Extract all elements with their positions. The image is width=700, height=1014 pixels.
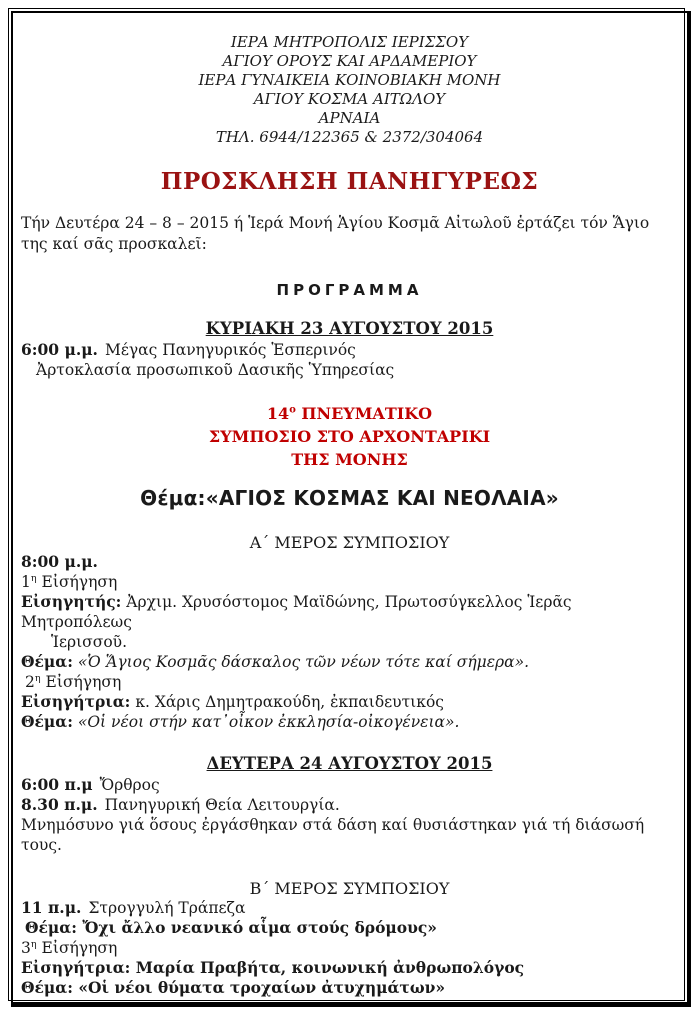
vespers-line [21, 340, 678, 360]
part-a-heading: Α΄ ΜΕΡΟΣ ΣΥΜΠΟΣΙΟΥ [249, 533, 450, 552]
symposium-line-1 [21, 402, 678, 425]
liturgy-line [21, 795, 678, 815]
letterhead-line-phones: ΤΗΛ. 6944/122365 & 2372/304064 [215, 128, 484, 146]
symposium-number: 14 [266, 404, 290, 423]
letterhead [21, 33, 678, 147]
session-2-label: Εἰσήγηση [40, 673, 122, 691]
liturgy-text: Πανηγυρική Θεία Λειτουργία. [104, 796, 340, 814]
part-b-speaker-label: Εἰσηγήτρια: [21, 958, 131, 977]
speaker-1-line [21, 592, 678, 632]
part-b-speaker-line [21, 958, 678, 978]
letterhead-line-metropolis: ΙΕΡΑ ΜΗΤΡΟΠΟΛΙΣ ΙΕΡΙΣΣΟΥ [230, 33, 469, 51]
roundtable-line [21, 898, 678, 918]
part-b-theme-2-label: Θέμα: [21, 978, 73, 997]
session-3-ordinal: η [30, 938, 37, 950]
part-b-heading: Β΄ ΜΕΡΟΣ ΣΥΜΠΟΣΙΟΥ [249, 879, 450, 898]
part-b-theme-2-line [21, 978, 678, 998]
part-a-time-line [21, 552, 678, 572]
symposium-announcement [21, 402, 678, 471]
vespers-time: 6:00 μ.μ. [21, 340, 98, 359]
part-b-theme-1-text: Ὄχι ἄλλο νεανικό αἷμα στούς δρόμους» [76, 918, 437, 937]
part-b-theme-1-label: Θέμα: [25, 918, 77, 937]
document-content [21, 33, 678, 998]
symposium-line-1-text: ΠΝΕΥΜΑΤΙΚΟ [295, 404, 433, 423]
orthros-line [21, 775, 678, 795]
session-3-number: 3 [21, 939, 31, 957]
part-b-speaker-text: Μαρία Πραβήτα, κοινωνική ἀνθρωπολόγος [130, 958, 525, 977]
sunday-heading: ΚΥΡΙΑΚΗ 23 ΑΥΓΟΥΣΤΟΥ 2015 [205, 319, 494, 338]
theme-2-line [21, 712, 678, 732]
speaker-2-label: Εἰσηγήτρια: [21, 692, 131, 711]
page-title: ΠΡΟΣΚΛΗΣΗ ΠΑΝΗΓΥΡΕΩΣ [160, 168, 539, 195]
session-2-number: 2 [25, 673, 35, 691]
session-1-label: Εἰσήγηση [36, 573, 118, 591]
roundtable-time: 11 π.μ. [21, 898, 82, 917]
speaker-1-continuation: Ἱερισσοῦ. [51, 633, 128, 651]
theme-1-line [21, 652, 678, 672]
symposium-ordinal: ο [289, 404, 296, 416]
letterhead-line-monastery: ΙΕΡΑ ΓΥΝΑΙΚΕΙΑ ΚΟΙΝΟΒΙΑΚΗ ΜΟΝΗ [198, 71, 501, 89]
letterhead-line-saint: ΑΓΙΟΥ ΚΟΣΜΑ ΑΙΤΩΛΟΥ [253, 90, 446, 108]
theme-1-label: Θέμα: [21, 652, 73, 671]
symposium-line-2: ΣΥΜΠΟΣΙΟ ΣΤΟ ΑΡΧΟΝΤΑΡΙΚΙ [208, 427, 491, 446]
speaker-1-text: Ἀρχιμ. Χρυσόστομος Μαϊδώνης, Πρωτοσύγκελλος Ἱερᾶς Μητροπόλεως [21, 593, 572, 631]
speaker-2-text: κ. Χάρις Δημητρακούδη, ἐκπαιδευτικός [130, 693, 444, 711]
part-b-theme-2-text: «Οἱ νέοι θύματα τροχαίων ἀτυχημάτων» [72, 978, 446, 997]
part-b-theme-1-line [21, 918, 678, 938]
session-1-number: 1 [21, 573, 31, 591]
theme-2-text: «Οἱ νέοι στήν κατ᾽οἶκον ἐκκλησία-οἰκογένεια». [72, 713, 460, 731]
intro-paragraph: Τήν Δευτέρα 24 – 8 – 2015 ή Ἱερά Μονή Ἁγίου Κοσμᾶ Αἰτωλοῦ ἑρτάζει τόν Ἅγιο της καί σᾶς προσκαλεῖ: [21, 214, 650, 253]
speaker-2-line [21, 692, 678, 712]
vespers-text: Μέγας Πανηγυρικός Ἑσπερινός [104, 341, 356, 359]
symposium-line-3: ΤΗΣ ΜΟΝΗΣ [291, 450, 408, 469]
session-3-label: Εἰσήγηση [36, 939, 118, 957]
session-1-ordinal: η [30, 572, 37, 584]
session-3-line [21, 938, 678, 958]
liturgy-time: 8.30 π.μ. [21, 795, 98, 814]
artoklasia-line: Ἀρτοκλασία προσωπικοῦ Δασικῆς Ὑπηρεσίας [36, 361, 395, 379]
letterhead-line-region: ΑΓΙΟΥ ΟΡΟΥΣ ΚΑΙ ΑΡΔΑΜΕΡΙΟΥ [222, 52, 477, 70]
monday-heading: ΔΕΥΤΕΡΑ 24 ΑΥΓΟΥΣΤΟΥ 2015 [206, 754, 493, 773]
session-2-line [21, 672, 678, 692]
orthros-text: Ὄρθρος [99, 776, 160, 794]
session-2-ordinal: η [34, 672, 41, 684]
theme-2-label: Θέμα: [21, 712, 73, 731]
roundtable-text: Στρογγυλή Τράπεζα [88, 899, 246, 917]
session-1-line [21, 572, 678, 592]
memorial-line: Μνημόσυνο γιά ὅσους ἐργάσθηκαν στά δάση καί θυσιάστηκαν γιά τή διάσωσή τους. [21, 816, 645, 854]
orthros-time: 6:00 π.μ [21, 775, 93, 794]
letterhead-line-town: ΑΡΝΑΙΑ [318, 109, 381, 127]
program-heading: ΠΡΟΓΡΑΜΜΑ [276, 281, 423, 299]
speaker-1-label: Εἰσηγητής: [21, 592, 122, 611]
part-a-time: 8:00 μ.μ. [21, 552, 98, 571]
symposium-theme: Θέμα:«ΑΓΙΟΣ ΚΟΣΜΑΣ ΚΑΙ ΝΕΟΛΑΙΑ» [140, 486, 559, 510]
theme-1-text: «Ὁ Ἅγιος Κοσμᾶς δάσκαλος τῶν νέων τότε καί σήμερα». [72, 653, 530, 671]
